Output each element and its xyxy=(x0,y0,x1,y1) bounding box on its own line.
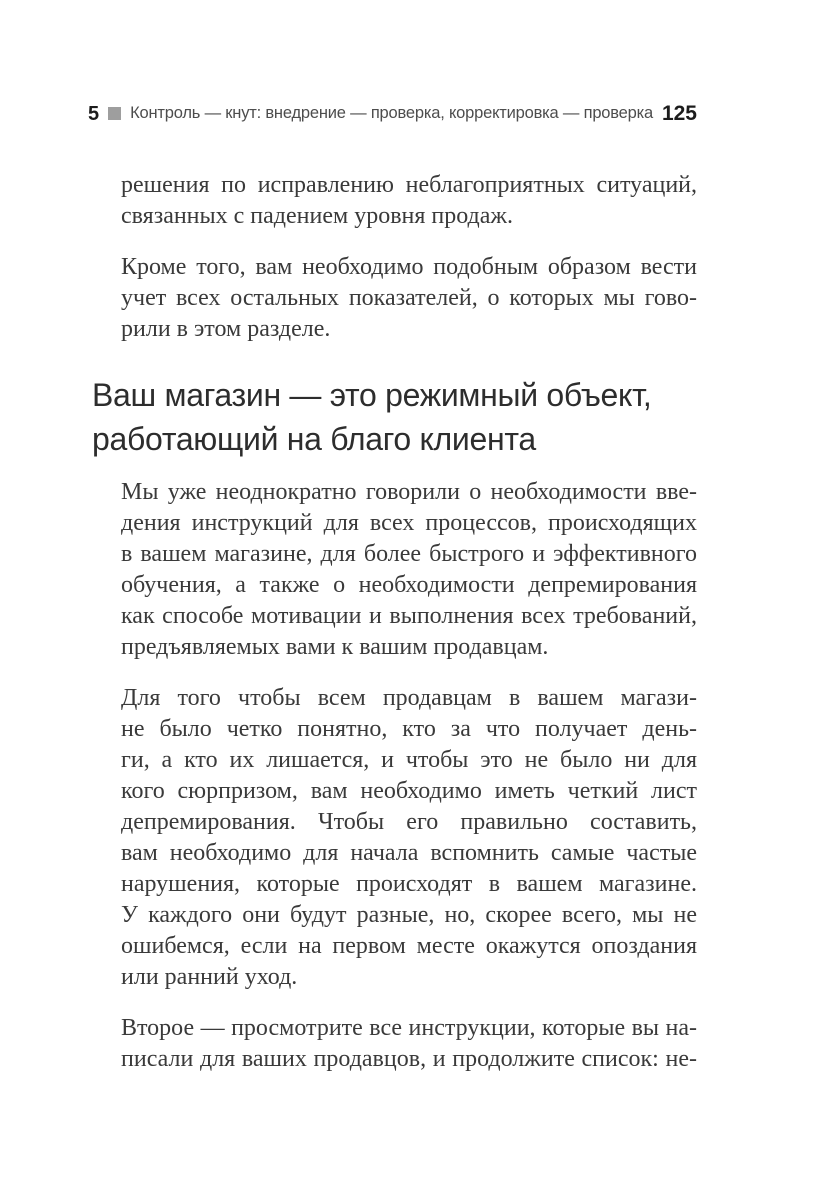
chapter-marker-square-icon xyxy=(108,107,121,120)
section-heading xyxy=(92,373,697,461)
text-line: связанных с падением уровня продаж. xyxy=(121,203,514,229)
text-line: дения инструкций для всех процессов, происходящих xyxy=(121,510,697,536)
text-line: У каждого они будут разные, но, скорее всего, мы не xyxy=(121,902,697,928)
text-line: Для того чтобы всем продавцам в вашем магази- xyxy=(121,685,697,711)
paragraph xyxy=(121,1013,697,1075)
page-header xyxy=(88,103,697,124)
text-line: как способе мотивации и выполнения всех требований, xyxy=(121,603,697,629)
text-line: Кроме того, вам необходимо подобным образом вести xyxy=(121,254,697,280)
paragraph xyxy=(121,683,697,993)
text-line: или ранний уход. xyxy=(121,964,298,990)
page-body xyxy=(88,170,697,1095)
text-line: предъявляемых вами к вашим продавцам. xyxy=(121,634,549,660)
text-line: кого сюрпризом, вам необходимо иметь четкий лист xyxy=(121,778,697,804)
heading-line: работающий на благо клиента xyxy=(92,421,536,457)
paragraph xyxy=(121,170,697,232)
running-header-title: Контроль — кнут: внедрение — проверка, корректировка — проверка xyxy=(130,104,653,123)
text-line: учет всех остальных показателей, о которых мы гово- xyxy=(121,285,697,311)
text-line: не было четко понятно, кто за что получает день- xyxy=(121,716,697,742)
header-left-group xyxy=(88,104,662,124)
text-line: решения по исправлению неблагоприятных ситуаций, xyxy=(121,172,697,198)
paragraphs-after-heading xyxy=(88,477,697,1075)
text-line: ошибемся, если на первом месте окажутся опоздания xyxy=(121,933,697,959)
text-line: депремирования. Чтобы его правильно составить, xyxy=(121,809,697,835)
text-line: обучения, а также о необходимости депремирования xyxy=(121,572,697,598)
text-line: вам необходимо для начала вспомнить самые частые xyxy=(121,840,697,866)
heading-line: Ваш магазин — это режимный объект, xyxy=(92,377,652,413)
text-line: рили в этом разделе. xyxy=(121,316,331,342)
text-line: нарушения, которые происходят в вашем магазине. xyxy=(121,871,697,897)
text-line: в вашем магазине, для более быстрого и эффективного xyxy=(121,541,697,567)
paragraphs-before-heading xyxy=(88,170,697,345)
text-line: ги, а кто их лишается, и чтобы это не было ни для xyxy=(121,747,697,773)
text-line: Второе — просмотрите все инструкции, которые вы на- xyxy=(121,1015,697,1041)
paragraph xyxy=(121,477,697,663)
paragraph xyxy=(121,252,697,345)
chapter-number: 5 xyxy=(88,102,100,125)
text-line: Мы уже неоднократно говорили о необходимости вве- xyxy=(121,479,697,505)
page-number: 125 xyxy=(661,102,697,125)
text-line: писали для ваших продавцов, и продолжите список: не- xyxy=(121,1046,697,1072)
